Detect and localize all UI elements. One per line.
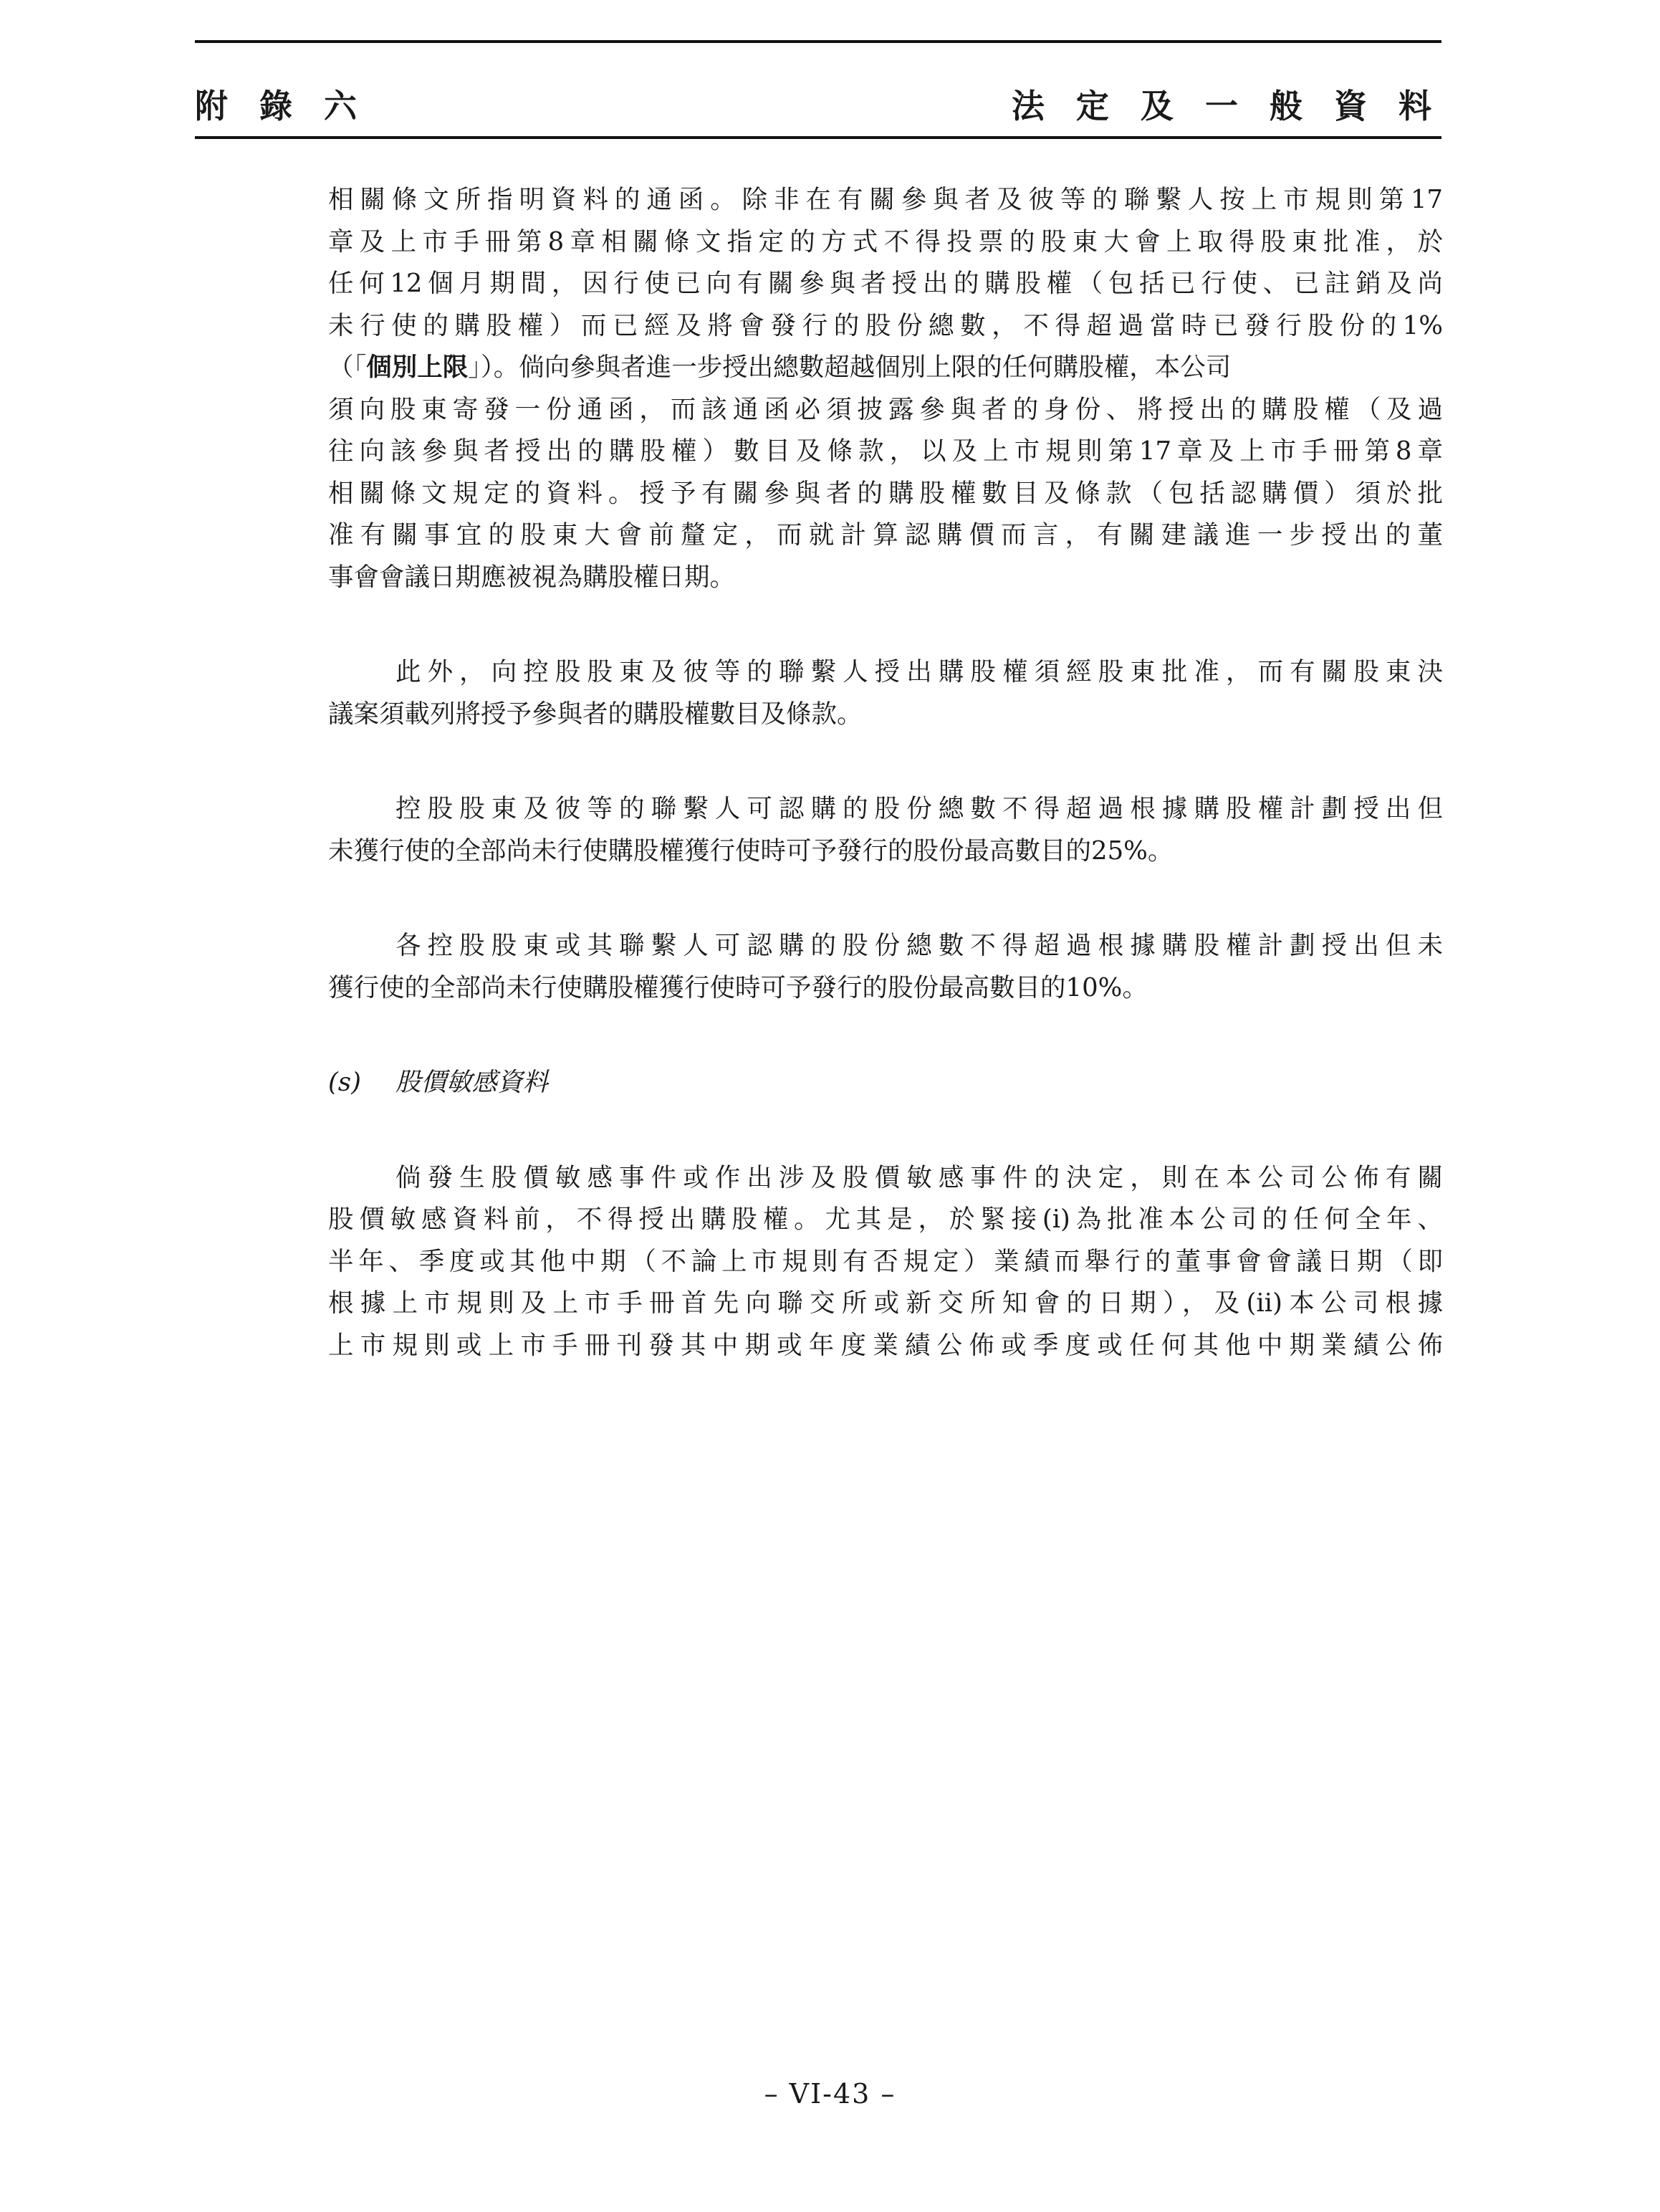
text-line: 相關條文規定的資料。授予有關參與者的購股權數目及條款（包括認購價）須於批 bbox=[328, 478, 1443, 508]
paragraph-5 bbox=[328, 1157, 1443, 1367]
text-line: 相關條文所指明資料的通函。除非在有關參與者及彼等的聯繫人按上市規則第17 bbox=[328, 185, 1443, 214]
text-line: 倘發生股價敏感事件或作出涉及股價敏感事件的決定，則在本公司公佈有關 bbox=[395, 1162, 1443, 1192]
appendix-title: 附 錄 六 bbox=[195, 87, 368, 125]
section-title: 法 定 及 一 般 資 料 bbox=[1011, 87, 1441, 125]
defined-term: 個別上限 bbox=[366, 353, 469, 382]
text-line: 任何12個月期間，因行使已向有關參與者授出的購股權（包括已行使、已註銷及尚 bbox=[328, 269, 1443, 298]
text-line: 事會會議日期應被視為購股權日期。 bbox=[328, 562, 736, 592]
text-line: 根據上市規則及上市手冊首先向聯交所或新交所知會的日期），及(ii)本公司根據 bbox=[328, 1288, 1443, 1318]
text-line: 股價敏感資料前，不得授出購股權。尤其是，於緊接(i)為批准本公司的任何全年、 bbox=[328, 1205, 1443, 1234]
text-line: 未行使的購股權）而已經及將會發行的股份總數，不得超過當時已發行股份的1% bbox=[328, 310, 1443, 340]
text-fragment: （「 bbox=[328, 353, 367, 382]
text-line: 議案須載列將授予參與者的購股權數目及條款。 bbox=[328, 699, 863, 729]
text-fragment: 」）。倘向參與者進一步授出總數超越個別上限的任何購股權，本公司 bbox=[468, 353, 1232, 382]
text-line: 往向該參與者授出的購股權）數目及條款，以及上市規則第17章及上市手冊第8章 bbox=[328, 436, 1443, 466]
text-line: 須向股東寄發一份通函，而該通函必須披露參與者的身份、將授出的購股權（及過 bbox=[328, 394, 1443, 424]
body-text bbox=[328, 179, 1443, 1366]
text-line: 半年、季度或其他中期（不論上市規則有否規定）業績而舉行的董事會會議日期（即 bbox=[328, 1246, 1443, 1276]
text-line: 准有關事宜的股東大會前釐定，而就計算認購價而言，有關建議進一步授出的董 bbox=[328, 520, 1443, 550]
paragraph-1 bbox=[328, 179, 1443, 598]
text-line: 章及上市手冊第8章相關條文指定的方式不得投票的股東大會上取得股東批准，於 bbox=[328, 226, 1443, 257]
header-bottom-rule bbox=[195, 136, 1441, 139]
text-line: 獲行使的全部尚未行使購股權獲行使時可予發行的股份最高數目的10%。 bbox=[328, 972, 1148, 1002]
paragraph-4 bbox=[328, 925, 1443, 1009]
text-line-with-defined-term bbox=[328, 347, 1443, 389]
section-heading-title: 股價敏感資料 bbox=[395, 1068, 549, 1097]
header-top-rule bbox=[195, 40, 1441, 43]
paragraph-2 bbox=[328, 651, 1443, 735]
section-heading bbox=[328, 1062, 1443, 1104]
text-line: 控股股東及彼等的聯繫人可認購的股份總數不得超過根據購股權計劃授出但 bbox=[395, 794, 1443, 823]
text-line: 此外，向控股股東及彼等的聯繫人授出購股權須經股東批准，而有關股東決 bbox=[395, 657, 1443, 686]
text-line: 未獲行使的全部尚未行使購股權獲行使時可予發行的股份最高數目的25%。 bbox=[328, 836, 1174, 866]
text-line: 上市規則或上市手冊刊發其中期或年度業績公佈或季度或任何其他中期業績公佈 bbox=[328, 1330, 1443, 1360]
text-line: 各控股股東或其聯繫人可認購的股份總數不得超過根據購股權計劃授出但未 bbox=[395, 931, 1443, 960]
section-label: (s) bbox=[328, 1068, 361, 1097]
page-number: – VI-43 – bbox=[764, 2078, 896, 2110]
paragraph-3 bbox=[328, 788, 1443, 872]
